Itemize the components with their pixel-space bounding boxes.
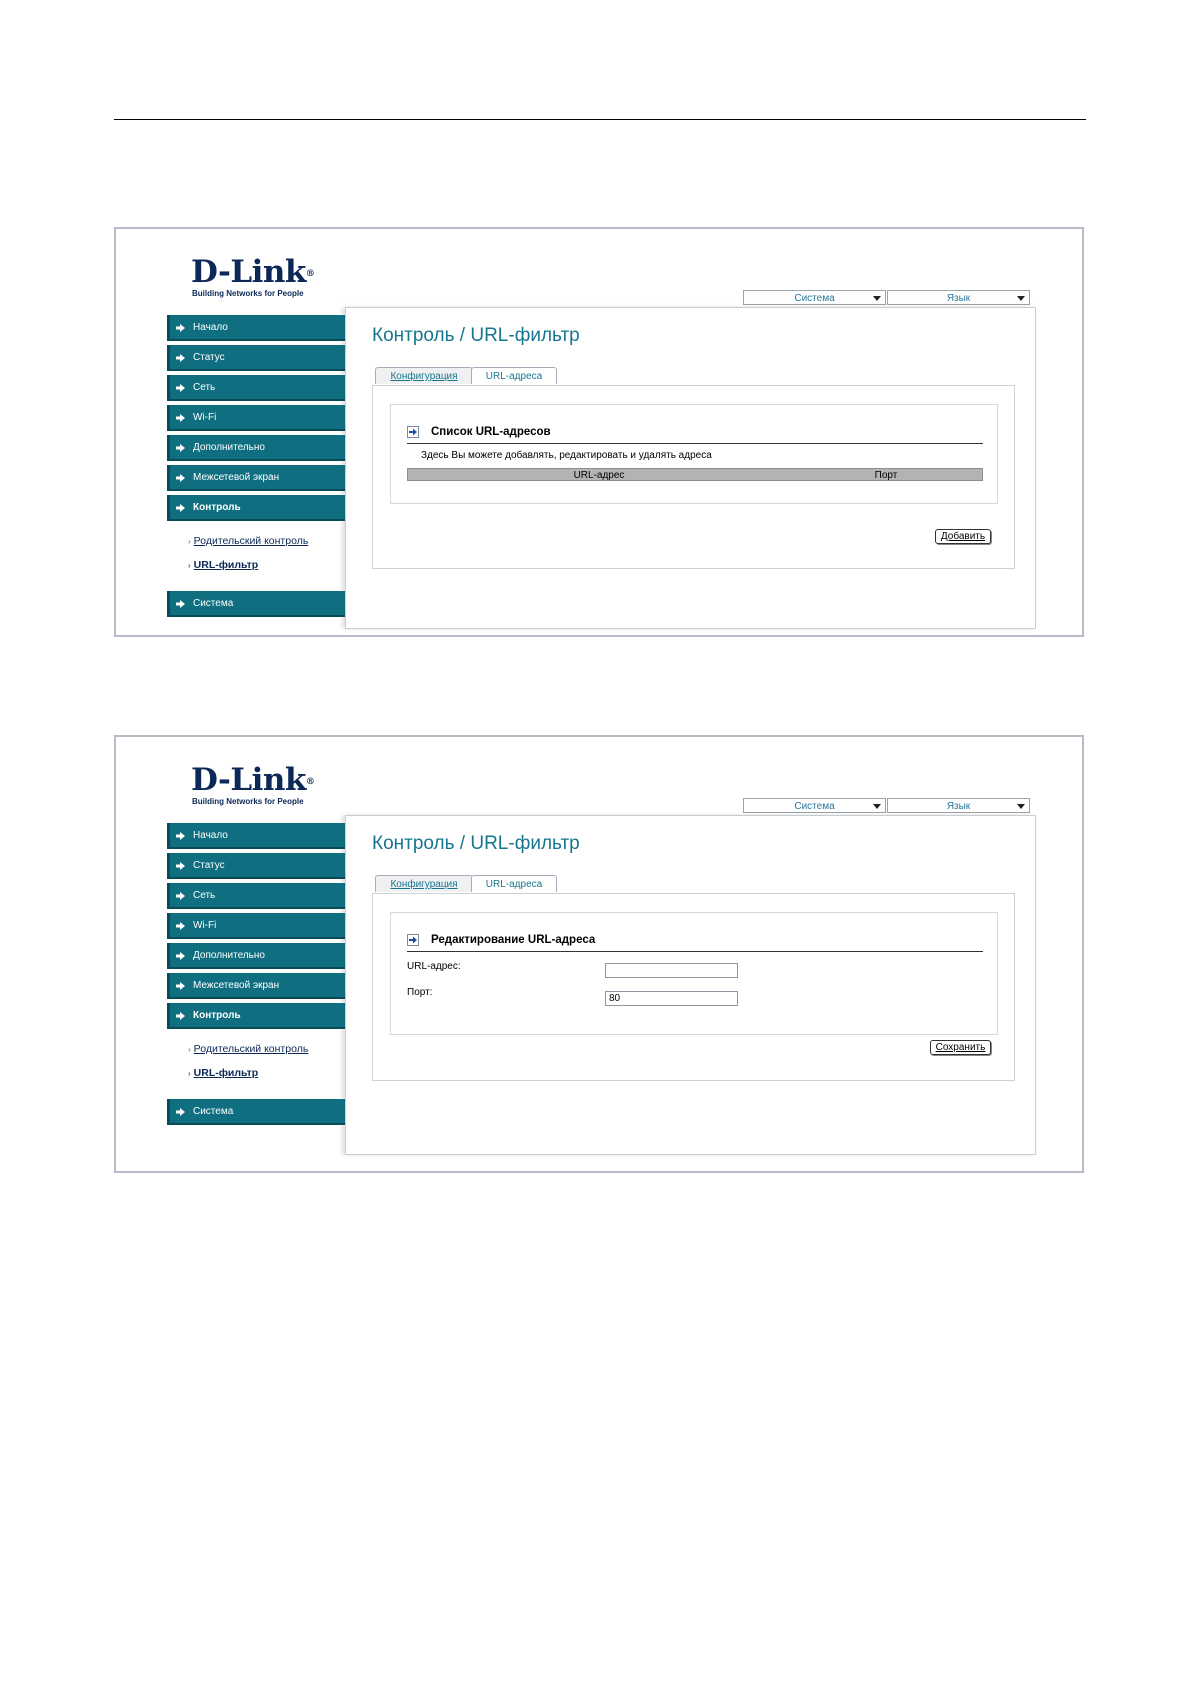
tab-url-addresses[interactable]: URL-адреса	[471, 875, 557, 892]
sidebar-item-control[interactable]	[167, 495, 345, 521]
bullet-icon: ›	[188, 1069, 191, 1078]
chevron-down-icon	[1017, 804, 1025, 809]
logo-brand: D-Link	[191, 762, 306, 798]
sidebar-item-network[interactable]	[167, 883, 345, 909]
sidebar-item-label: Начало	[193, 830, 228, 841]
section-header	[407, 425, 983, 444]
sidebar	[167, 315, 345, 621]
sidebar-item-label: Статус	[193, 352, 225, 363]
logo-brand: D-Link	[191, 254, 306, 290]
subitem-label: Родительский контроль	[193, 1043, 309, 1055]
chevron-down-icon	[1017, 296, 1025, 301]
section-arrow-icon	[407, 426, 419, 438]
sidebar-subitem-parental-control[interactable]	[188, 1043, 345, 1055]
sidebar-item-firewall[interactable]	[167, 973, 345, 999]
url-table-header	[407, 468, 983, 481]
sidebar-subnav	[167, 525, 345, 591]
sidebar-item-system[interactable]	[167, 591, 345, 617]
logo-reg-mark: ®	[305, 269, 315, 279]
arrow-right-icon	[176, 982, 185, 990]
section-header	[407, 933, 983, 952]
bullet-icon: ›	[188, 537, 191, 546]
sidebar-item-label: Система	[193, 1106, 234, 1117]
system-select-label: Система	[794, 801, 835, 812]
sidebar-item-label: Wi-Fi	[193, 920, 217, 931]
arrow-right-icon	[176, 324, 185, 332]
section-description: Здесь Вы можете добавлять, редактировать и удалять адреса	[421, 450, 712, 461]
sidebar-item-label: Система	[193, 598, 234, 609]
arrow-right-icon	[176, 444, 185, 452]
logo-tagline: Building Networks for People	[192, 289, 304, 298]
language-select[interactable]	[887, 290, 1030, 305]
port-field-label: Порт:	[407, 987, 433, 998]
sidebar-subitem-url-filter[interactable]	[188, 1067, 345, 1079]
sidebar	[167, 823, 345, 1129]
tab-content-panel	[372, 893, 1015, 1081]
bullet-icon: ›	[188, 1045, 191, 1054]
sidebar-item-label: Межсетевой экран	[193, 472, 280, 483]
page-top-rule	[114, 119, 1086, 120]
tab-url-addresses[interactable]: URL-адреса	[471, 367, 557, 384]
sidebar-item-status[interactable]	[167, 853, 345, 879]
page-title: Контроль / URL-фильтр	[372, 833, 580, 854]
sidebar-item-label: Wi-Fi	[193, 412, 217, 423]
sidebar-item-advanced[interactable]	[167, 943, 345, 969]
logo-tagline: Building Networks for People	[192, 797, 304, 806]
arrow-right-icon	[176, 354, 185, 362]
sidebar-item-home[interactable]	[167, 823, 345, 849]
tab-configuration[interactable]: Конфигурация	[375, 875, 473, 892]
url-field[interactable]	[605, 963, 738, 978]
sidebar-item-firewall[interactable]	[167, 465, 345, 491]
screenshot-url-list	[114, 227, 1084, 637]
language-select-label: Язык	[946, 293, 971, 304]
sidebar-item-label: Сеть	[193, 890, 216, 901]
save-button[interactable]: Сохранить	[930, 1040, 991, 1055]
chevron-down-icon	[873, 296, 881, 301]
sidebar-item-system[interactable]	[167, 1099, 345, 1125]
arrow-right-icon	[176, 922, 185, 930]
arrow-right-icon	[176, 952, 185, 960]
port-field[interactable]: 80	[605, 991, 738, 1006]
bullet-icon: ›	[188, 561, 191, 570]
sidebar-item-label: Дополнительно	[193, 442, 265, 453]
sidebar-item-label: Статус	[193, 860, 225, 871]
arrow-right-icon	[176, 1012, 185, 1020]
sidebar-item-control[interactable]	[167, 1003, 345, 1029]
screenshot-url-edit	[114, 735, 1084, 1173]
dlink-logo	[191, 762, 315, 806]
sidebar-item-wifi[interactable]	[167, 913, 345, 939]
sidebar-subitem-parental-control[interactable]	[188, 535, 345, 547]
sidebar-subitem-url-filter[interactable]	[188, 559, 345, 571]
arrow-right-icon	[176, 892, 185, 900]
subitem-label: Родительский контроль	[193, 535, 309, 547]
arrow-right-icon	[176, 832, 185, 840]
language-select[interactable]	[887, 798, 1030, 813]
system-menu-select[interactable]	[743, 798, 886, 813]
url-edit-group	[390, 912, 998, 1035]
sidebar-item-wifi[interactable]	[167, 405, 345, 431]
sidebar-item-network[interactable]	[167, 375, 345, 401]
arrow-right-icon	[176, 504, 185, 512]
sidebar-item-label: Межсетевой экран	[193, 980, 280, 991]
sidebar-item-home[interactable]	[167, 315, 345, 341]
url-list-group	[390, 404, 998, 504]
sidebar-item-label: Начало	[193, 322, 228, 333]
page-title: Контроль / URL-фильтр	[372, 325, 580, 346]
url-field-label: URL-адрес:	[407, 961, 461, 972]
system-menu-select[interactable]	[743, 290, 886, 305]
arrow-right-icon	[176, 1108, 185, 1116]
logo-reg-mark: ®	[305, 777, 315, 787]
arrow-right-icon	[176, 862, 185, 870]
column-header-port: Порт	[874, 470, 898, 481]
subitem-label: URL-фильтр	[193, 1067, 259, 1079]
arrow-right-icon	[176, 474, 185, 482]
sidebar-item-advanced[interactable]	[167, 435, 345, 461]
section-arrow-icon	[407, 934, 419, 946]
sidebar-item-label: Дополнительно	[193, 950, 265, 961]
arrow-right-icon	[176, 600, 185, 608]
tab-configuration[interactable]: Конфигурация	[375, 367, 473, 384]
subitem-label: URL-фильтр	[193, 559, 259, 571]
arrow-right-icon	[176, 384, 185, 392]
sidebar-subnav	[167, 1033, 345, 1099]
chevron-down-icon	[873, 804, 881, 809]
section-title: Редактирование URL-адреса	[431, 934, 596, 946]
sidebar-item-status[interactable]	[167, 345, 345, 371]
tab-content-panel	[372, 385, 1015, 569]
section-title: Список URL-адресов	[431, 426, 551, 438]
system-select-label: Система	[794, 293, 835, 304]
dlink-logo	[191, 254, 315, 298]
language-select-label: Язык	[946, 801, 971, 812]
column-header-url: URL-адрес	[573, 470, 625, 481]
arrow-right-icon	[176, 414, 185, 422]
sidebar-item-label: Сеть	[193, 382, 216, 393]
sidebar-item-label: Контроль	[193, 502, 241, 513]
sidebar-item-label: Контроль	[193, 1010, 241, 1021]
add-button[interactable]: Добавить	[935, 529, 991, 544]
